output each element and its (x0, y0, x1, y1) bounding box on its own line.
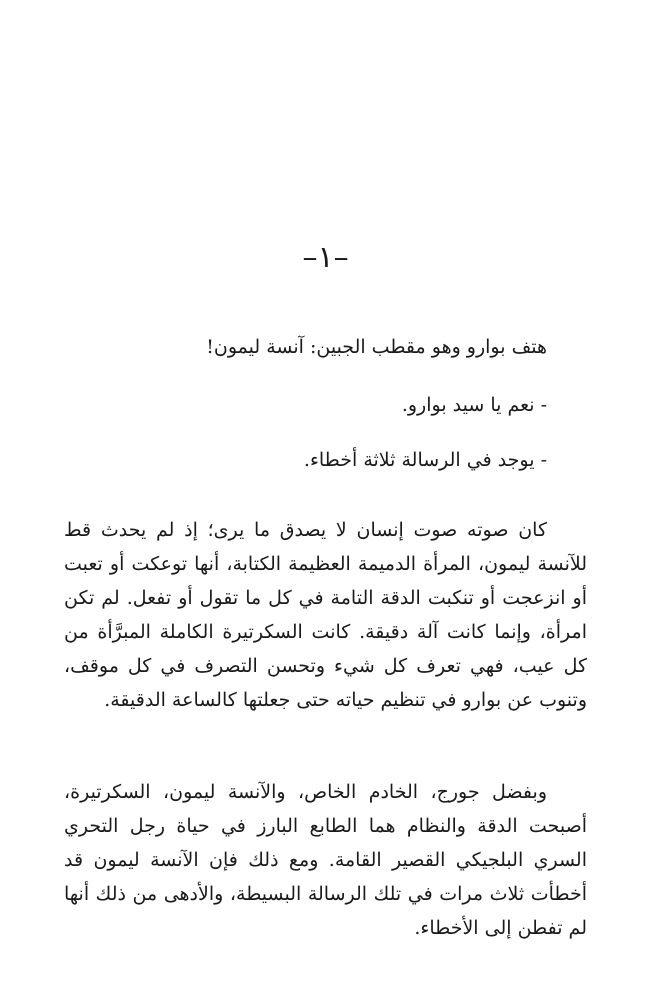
dialogue-line: - يوجد في الرسالة ثلاثة أخطاء. (303, 449, 547, 471)
chapter-number: –١– (302, 240, 349, 275)
book-page (64, 0, 587, 1000)
dialogue-line: - نعم يا سيد بوارو. (401, 394, 547, 416)
dialogue-line: هتف بوارو وهو مقطب الجبين: آنسة ليمون! (206, 336, 547, 358)
body-paragraph: وبفضل جورج، الخادم الخاص، والآنسة ليمون، السكرتيرة، أصبحت الدقة والنظام هما الطابع البارز في حياة رجل التحري السري البلجيكي القصير القامة. ومع ذلك فإن الآنسة ليمون قد أخطأت ثلاث مرات في تلك الرسالة البسيطة، والأدهى من ذلك أنها لم تفطن إلى الأخطاء. (64, 781, 588, 939)
body-paragraph: كان صوته صوت إنسان لا يصدق ما يرى؛ إذ لم يحدث قط للآنسة ليمون، المرأة الدميمة العظيمة الكتابة، أنها توعكت أو تعبت أو انزعجت أو تنكبت الدقة التامة في كل ما تقول أو تفعل. لم تكن امرأة، وإنما كانت آلة دقيقة. كانت السكرتيرة الكاملة المبرَّأة من كل عيب، فهي تعرف كل شيء وتحسن التصرف في كل موقف، وتنوب عن بوارو في تنظيم حياته حتى جعلتها كالساعة الدقيقة. (64, 519, 587, 711)
